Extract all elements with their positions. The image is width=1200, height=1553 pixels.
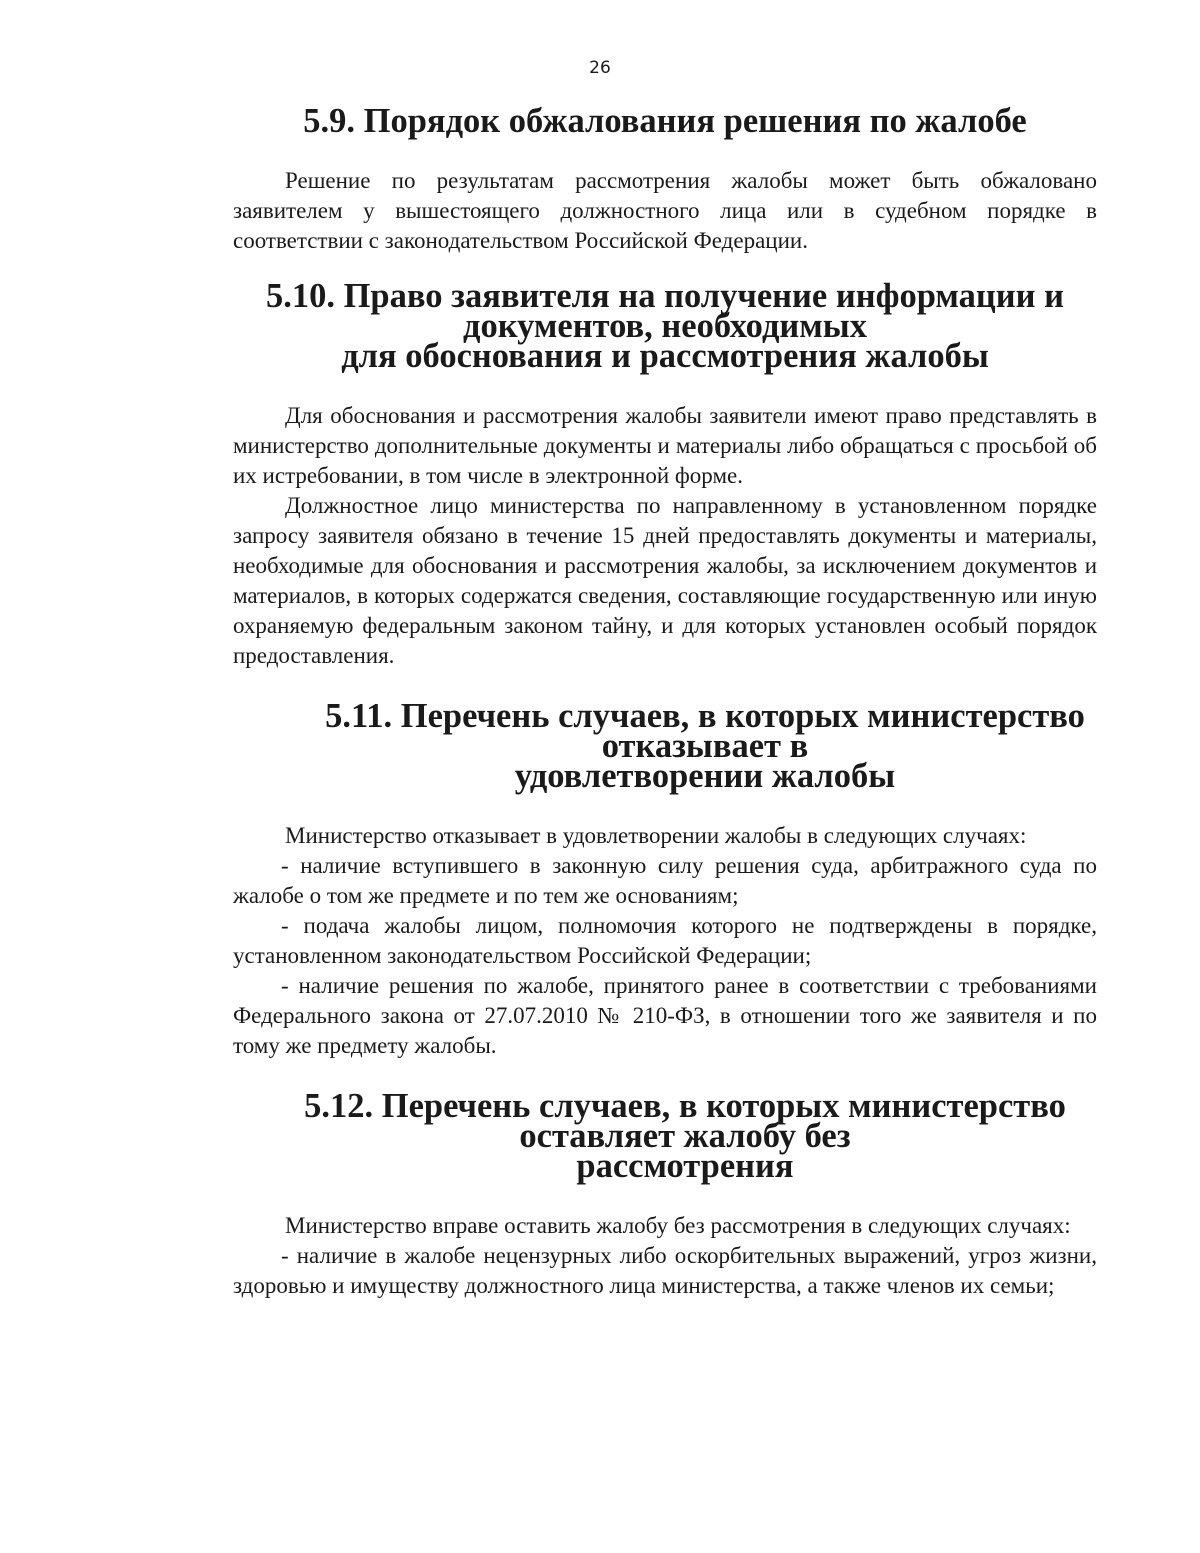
paragraph: Министерство вправе оставить жалобу без рассмотрения в следующих случаях: <box>285 1213 1071 1238</box>
heading-line: удовлетворении жалобы <box>514 757 896 795</box>
heading-line: для обоснования и рассмотрения жалобы <box>341 337 989 375</box>
paragraph: Министерство отказывает в удовлетворении жалобы в следующих случаях: <box>285 823 1027 848</box>
section-heading-5-9 <box>233 102 1097 140</box>
section-heading-5-12 <box>233 1087 1097 1185</box>
section-heading-5-11 <box>233 697 1097 795</box>
paragraph: Решение по результатам рассмотрения жалобы может быть обжаловано заявителем у вышестоящего должностного лица или в судебном порядке в соответствии с законодательством Российской Федерации. <box>233 168 1097 253</box>
list-item: - наличие вступившего в законную силу решения суда, арбитражного суда по жалобе о том же предмете и по тем же основаниям; <box>233 853 1097 908</box>
list-item: - наличие в жалобе нецензурных либо оскорбительных выражений, угроз жизни, здоровью и имуществу должностного лица министерства, а также членов их семьи; <box>233 1243 1097 1298</box>
heading-line: 5.9. Порядок обжалования решения по жалобе <box>303 102 1027 140</box>
document-body <box>233 102 1097 1301</box>
page-number: 26 <box>589 58 611 78</box>
paragraph: Должностное лицо министерства по направленному в установленном порядке запросу заявителя обязано в течение 15 дней предоставлять документы и материалы, необходимые для обоснования и рассмотрения жалобы, за исключением документов и материалов, в которых содержатся сведения, составляющие государственную или иную охраняемую федеральным законом тайну, и для которых установлен особый порядок предоставления. <box>233 493 1097 668</box>
list-item: - наличие решения по жалобе, принятого ранее в соответствии с требованиями Федерального закона от 27.07.2010 № 210-ФЗ, в отношении того же заявителя и по тому же предмету жалобы. <box>233 973 1097 1058</box>
section-heading-5-10 <box>233 277 1097 375</box>
heading-line: 5.12. Перечень случаев, в которых министерство оставляет жалобу без <box>304 1087 1066 1155</box>
list-item: - подача жалобы лицом, полномочия которого не подтверждены в порядке, установленном законодательством Российской Федерации; <box>233 913 1097 968</box>
heading-line: рассмотрения <box>576 1147 794 1185</box>
heading-line: 5.10. Право заявителя на получение информации и документов, необходимых <box>265 277 1065 345</box>
heading-line: 5.11. Перечень случаев, в которых министерство отказывает в <box>325 697 1085 765</box>
paragraph: Для обоснования и рассмотрения жалобы заявители имеют право представлять в министерство дополнительные документы и материалы либо обращаться с просьбой об их истребовании, в том числе в электронной форме. <box>233 403 1097 488</box>
